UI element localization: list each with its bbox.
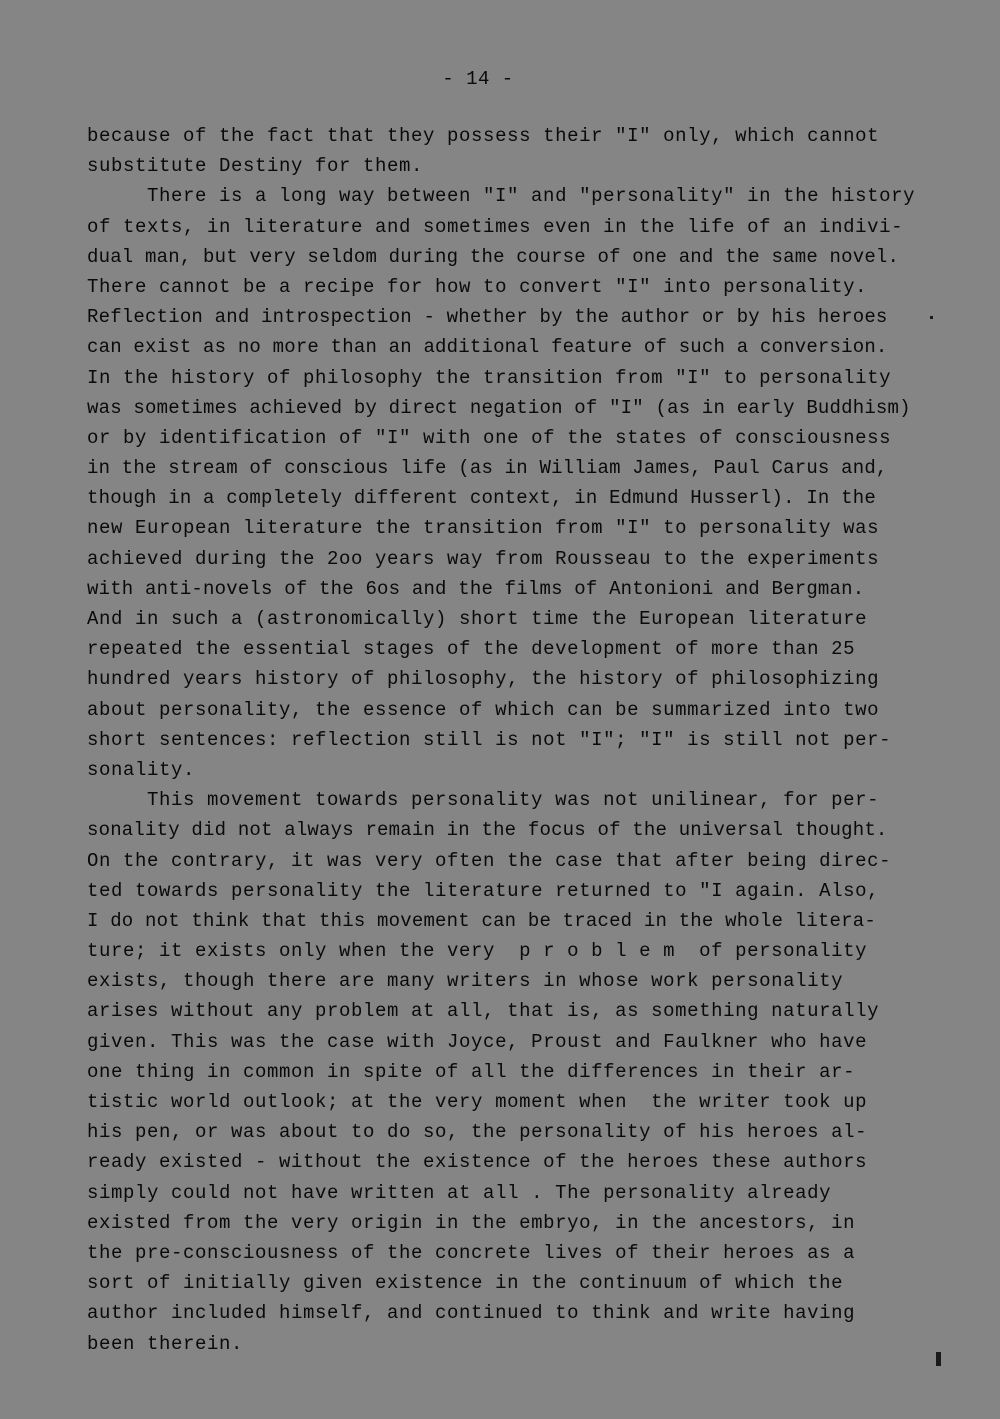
text-line: tistic world outlook; at the very moment when the writer took up <box>87 1091 868 1113</box>
text-line: simply could not have written at all . The personality already <box>87 1181 832 1204</box>
text-line: author included himself, and continued to think and write having <box>87 1302 856 1325</box>
text-line: repeated the essential stages of the development of more than 25 <box>87 638 856 661</box>
text-line: ted towards personality the literature returned to "I again. Also, <box>87 879 880 902</box>
text-line: There cannot be a recipe for how to convert "I" into personality. <box>87 275 868 298</box>
text-line: dual man, but very seldom during the course of one and the same novel. <box>87 245 900 268</box>
text-line: the pre-consciousness of the concrete lives of their heroes as a <box>87 1241 856 1264</box>
text-line: substitute Destiny for them. <box>87 155 424 178</box>
text-line: achieved during the 2oo years way from Rousseau to the experiments <box>87 547 880 570</box>
text-line: or by identification of "I" with one of the states of consciousness <box>87 426 892 449</box>
text-line: with anti-novels of the 6os and the films of Antonioni and Bergman. <box>87 577 865 600</box>
text-line: And in such a (astronomically) short time the European literature <box>87 608 868 630</box>
text-line: about personality, the essence of which can be summarized into two <box>87 698 880 721</box>
text-line: one thing in common in spite of all the differences in their ar- <box>87 1060 856 1083</box>
scan-speck <box>930 316 933 319</box>
text-line: his pen, or was about to do so, the personality of his heroes al- <box>87 1121 868 1144</box>
text-line: hundred years history of philosophy, the history of philosophizing <box>87 668 880 691</box>
paragraph-start-line: This movement towards personality was not unilinear, for per- <box>147 789 880 812</box>
page-number: - 14 - <box>442 68 514 90</box>
text-line: short sentences: reflection still is not "I"; "I" is still not per- <box>87 728 892 751</box>
text-line: I do not think that this movement can be traced in the whole litera- <box>87 909 876 932</box>
text-line: Reflection and introspection - whether by the author or by his heroes <box>87 306 888 329</box>
text-line: arises without any problem at all, that is, as something naturally <box>87 1000 880 1023</box>
text-line: sonality did not always remain in the focus of the universal thought. <box>87 819 888 842</box>
text-line: though in a completely different context, in Edmund Husserl). In the <box>87 487 876 510</box>
text-line: In the history of philosophy the transition from "I" to personality <box>87 366 892 389</box>
text-line: existed from the very origin in the embryo, in the ancestors, in <box>87 1211 856 1234</box>
paragraph-start-line: There is a long way between "I" and "personality" in the history <box>147 185 916 208</box>
text-line: in the stream of conscious life (as in William James, Paul Carus and, <box>87 457 888 480</box>
body-text <box>87 121 957 1359</box>
text-line: exists, though there are many writers in whose work personality <box>87 970 844 993</box>
text-line: was sometimes achieved by direct negation of "I" (as in early Buddhism) <box>87 396 911 419</box>
text-line: sonality. <box>87 758 196 781</box>
text-line: sort of initially given existence in the continuum of which the <box>87 1272 844 1295</box>
text-line: because of the fact that they possess their "I" only, which cannot <box>87 125 880 147</box>
scan-edge-mark <box>936 1352 941 1366</box>
text-line: given. This was the case with Joyce, Proust and Faulkner who have <box>87 1030 868 1053</box>
text-line: of texts, in literature and sometimes even in the life of an indivi- <box>87 215 904 238</box>
text-line: new European literature the transition from "I" to personality was <box>87 517 880 540</box>
text-line: ture; it exists only when the very p r o b l e m of personality <box>87 940 868 963</box>
text-line: been therein. <box>87 1332 244 1355</box>
text-line: can exist as no more than an additional feature of such a conversion. <box>87 336 888 359</box>
text-line: On the contrary, it was very often the case that after being direc- <box>87 849 892 872</box>
text-line: ready existed - without the existence of the heroes these authors <box>87 1151 868 1174</box>
